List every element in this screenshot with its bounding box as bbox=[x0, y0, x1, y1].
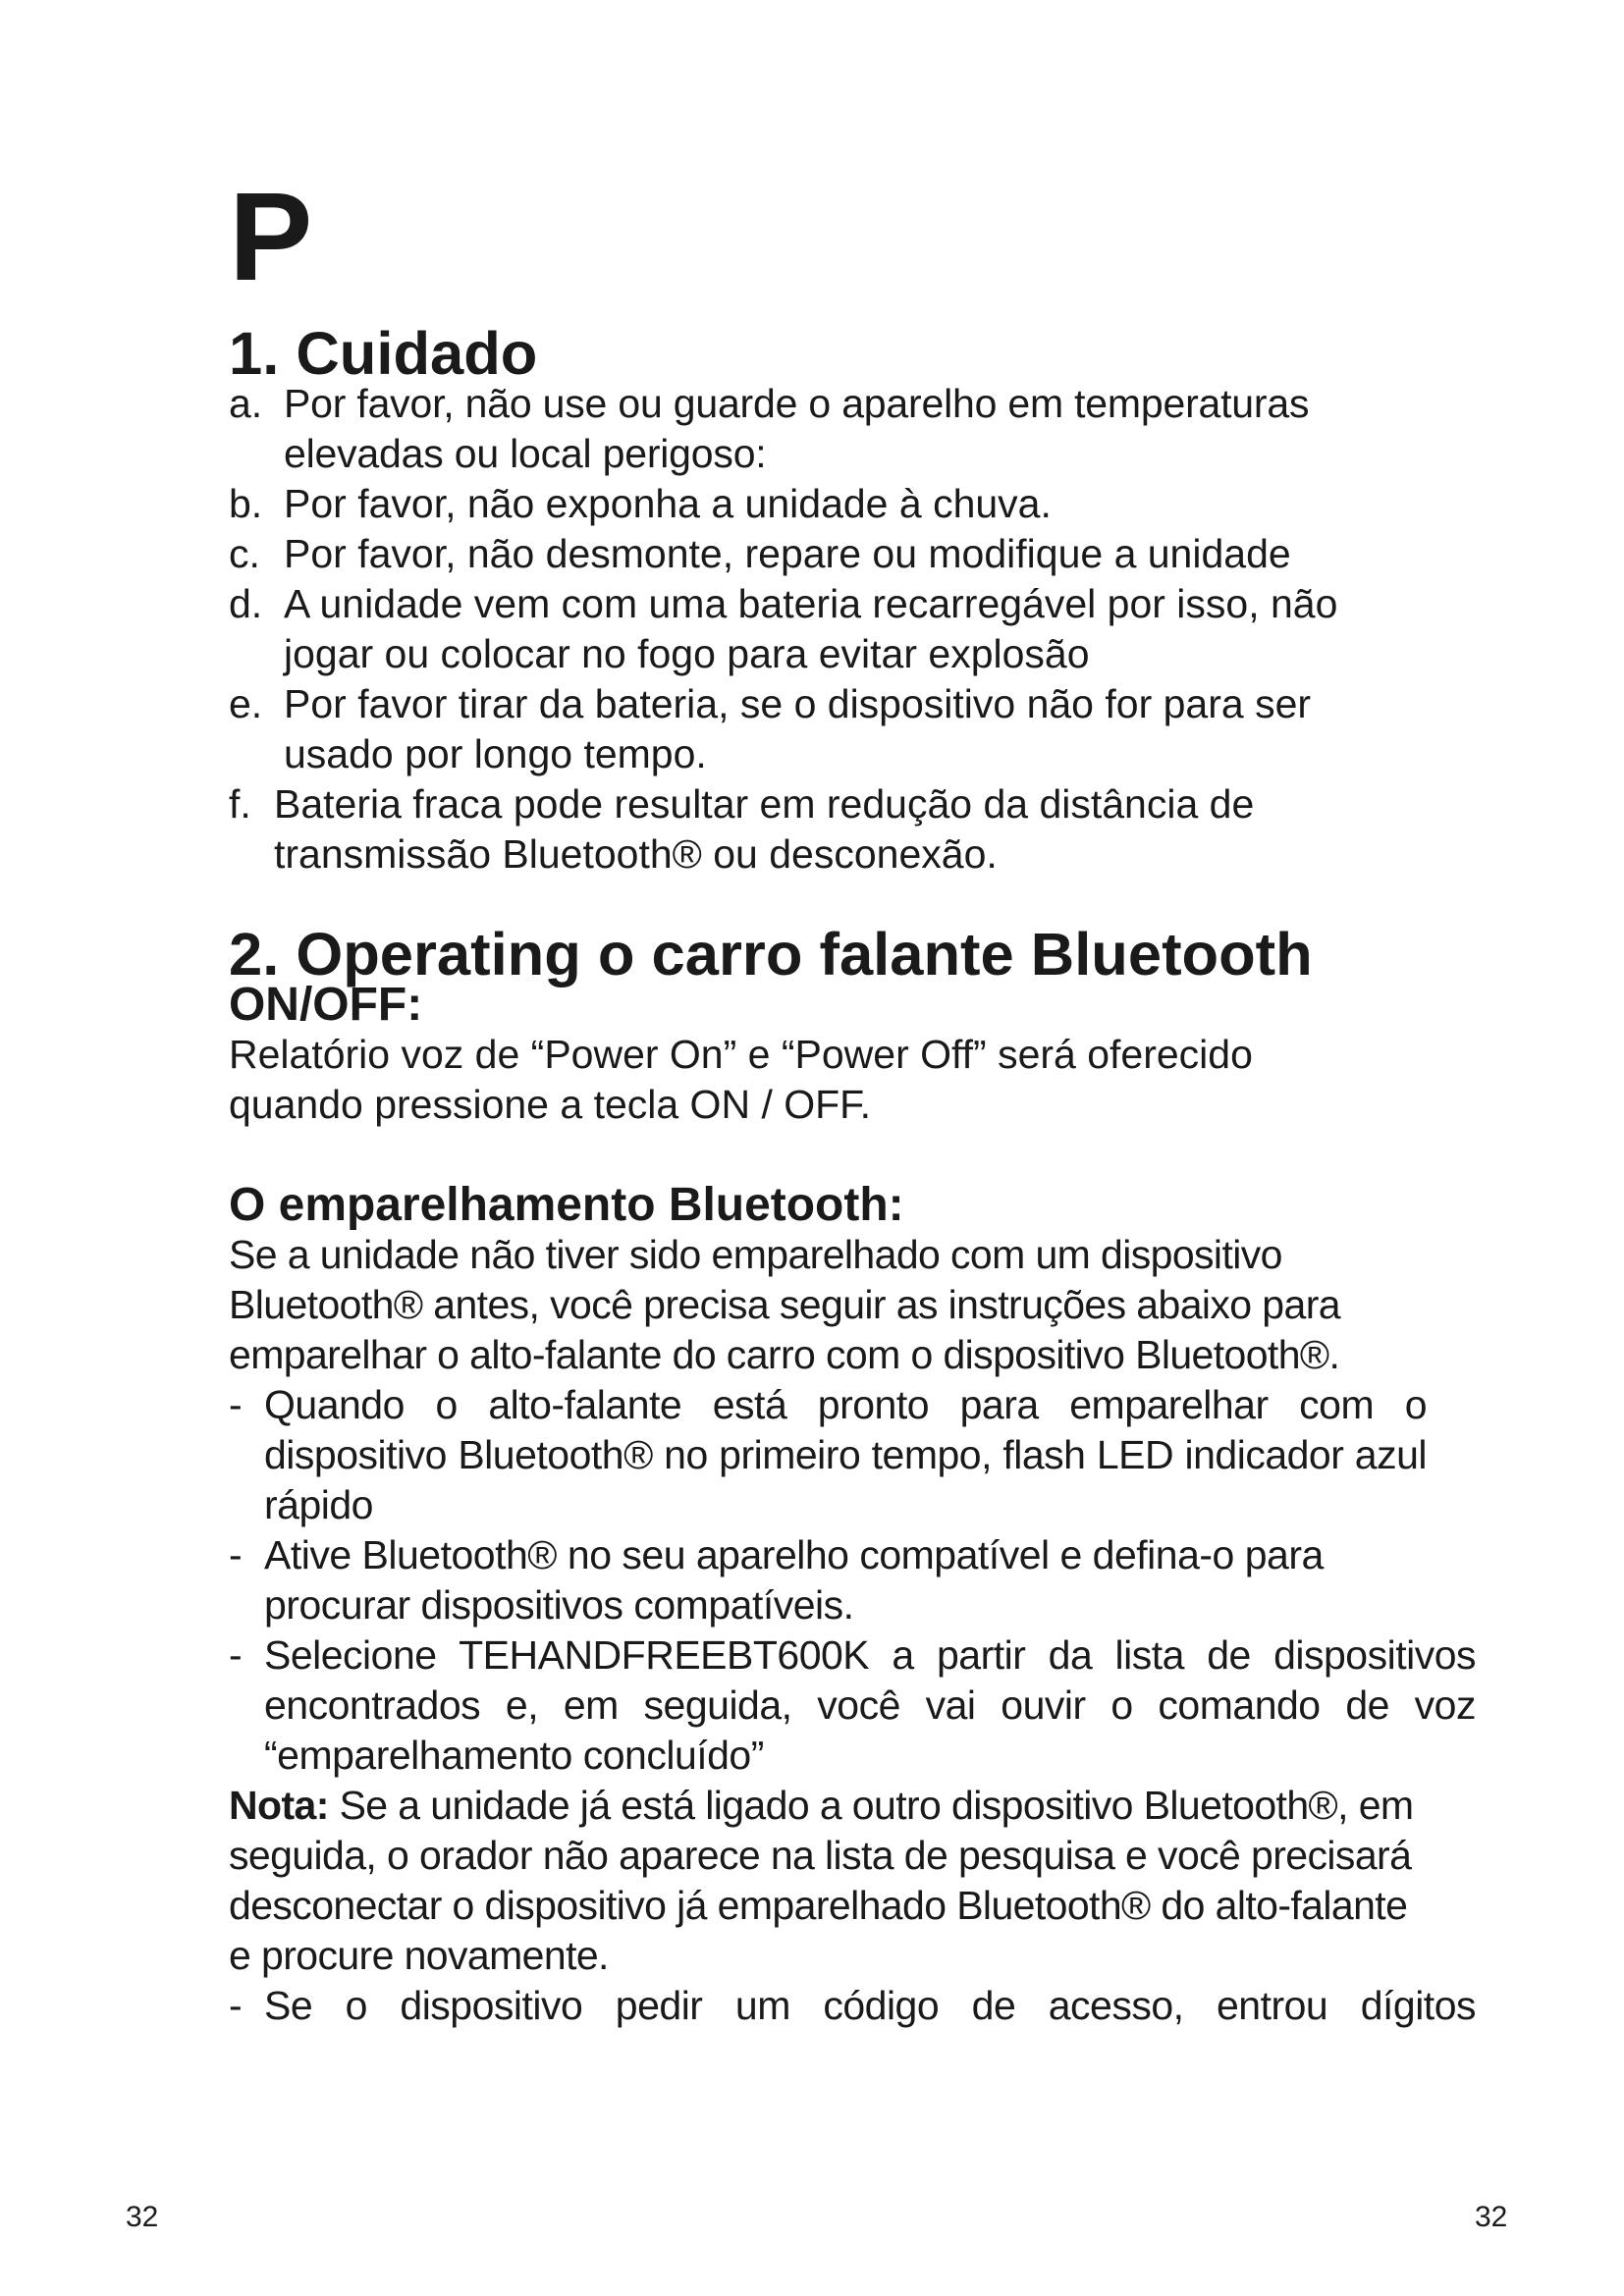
pairing-heading: O emparelhamento Bluetooth: bbox=[229, 1179, 904, 1231]
step-marker: - bbox=[229, 1983, 243, 2028]
care-item-marker: b. bbox=[229, 481, 263, 526]
step-text: Quando o alto-falante está pronto para emparelhar com o dispositivo Bluetooth® no primeiro tempo, flash LED indicador azul rápido bbox=[264, 1382, 1427, 1527]
care-item-f bbox=[229, 779, 1476, 880]
care-item-marker: d. bbox=[229, 581, 263, 626]
note-text: Se a unidade já está ligado a outro dispositivo Bluetooth®, em seguida, o orador não aparece na lista de pesquisa e você precisará desconectar o dispositivo já emparelhado Bluetooth® do alto-falante e procure novamente. bbox=[229, 1783, 1414, 1978]
care-item-marker: c. bbox=[229, 531, 260, 576]
care-item-marker: a. bbox=[229, 381, 263, 426]
page-number-left: 32 bbox=[126, 2201, 159, 2233]
pairing-step-4 bbox=[229, 1981, 1476, 2031]
pairing-intro: Se a unidade não tiver sido emparelhado com um dispositivo Bluetooth® antes, você precisa seguir as instruções abaixo para emparelhar o alto-falante do carro com o dispositivo Bluetooth®. bbox=[229, 1232, 1340, 1377]
care-item-text: Por favor, não use ou guarde o aparelho em temperaturas elevadas ou local perigoso: bbox=[284, 381, 1310, 476]
page-letter: P bbox=[229, 167, 313, 307]
care-item-text: Por favor, não desmonte, repare ou modifique a unidade bbox=[284, 531, 1291, 576]
pairing-step-3 bbox=[229, 1630, 1476, 1781]
care-item-a bbox=[229, 379, 1476, 479]
care-item-marker: f. bbox=[229, 781, 251, 827]
step-marker: - bbox=[229, 1382, 243, 1427]
page-content bbox=[229, 320, 1476, 2031]
step-marker: - bbox=[229, 1632, 243, 1678]
onoff-text: Relatório voz de “Power On” e “Power Off” será oferecido quando pressione a tecla ON / OFF. bbox=[229, 1032, 1253, 1127]
step-text: Se o dispositivo pedir um código de acesso, entrou dígitos bbox=[264, 1983, 1476, 2028]
care-item-text: Por favor tirar da bateria, se o dispositivo não for para ser usado por longo tempo. bbox=[284, 681, 1312, 776]
pairing-step-1 bbox=[229, 1380, 1476, 1530]
care-item-text: Por favor, não exponha a unidade à chuva. bbox=[284, 481, 1052, 526]
care-item-c bbox=[229, 529, 1476, 579]
step-text: Selecione TEHANDFREEBT600K a partir da lista de dispositivos encontrados e, em seguida, você vai ouvir o comando de voz “emparelhamento concluído” bbox=[264, 1632, 1476, 1778]
care-item-b bbox=[229, 479, 1476, 529]
note-label: Nota: bbox=[229, 1783, 329, 1828]
step-marker: - bbox=[229, 1532, 243, 1577]
care-item-marker: e. bbox=[229, 681, 263, 726]
section-1-title: 1. Cuidado bbox=[229, 320, 538, 388]
care-item-d bbox=[229, 579, 1476, 679]
section-2-title: 2. Operating o carro falante Bluetooth bbox=[229, 921, 1313, 988]
pairing-note bbox=[229, 1781, 1476, 1981]
care-item-e bbox=[229, 679, 1476, 779]
spacer bbox=[229, 1130, 1476, 1180]
care-item-text: A unidade vem com uma bateria recarregável por isso, não jogar ou colocar no fogo para evitar explosão bbox=[284, 581, 1338, 676]
onoff-heading: ON/OFF: bbox=[229, 979, 423, 1031]
pairing-step-2 bbox=[229, 1530, 1476, 1630]
care-item-text: Bateria fraca pode resultar em redução da distância de transmissão Bluetooth® ou desconexão. bbox=[274, 781, 1255, 877]
page-number-right: 32 bbox=[1475, 2201, 1508, 2233]
care-list bbox=[229, 379, 1476, 880]
step-text: Ative Bluetooth® no seu aparelho compatível e defina-o para procurar dispositivos compatíveis. bbox=[264, 1532, 1324, 1628]
